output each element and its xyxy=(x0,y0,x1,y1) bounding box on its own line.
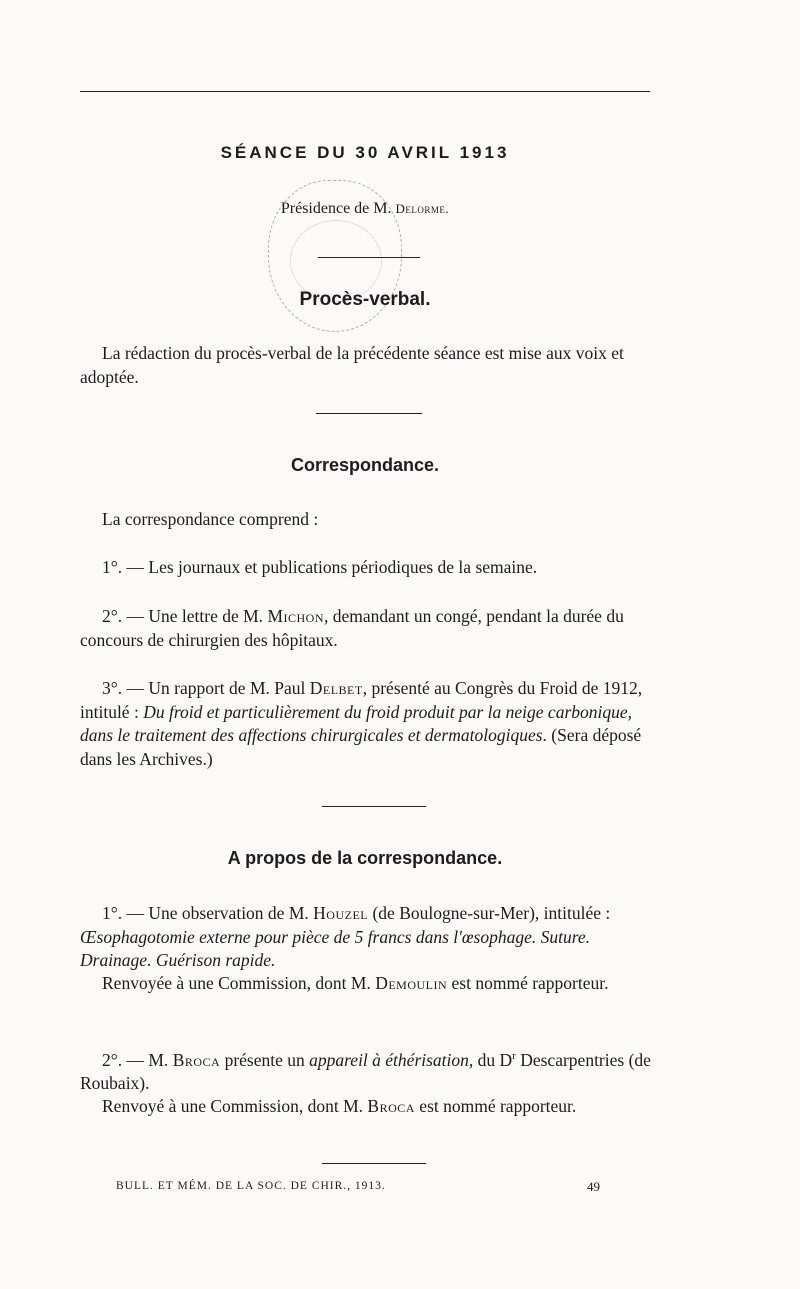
item-2-name: Michon xyxy=(267,606,324,626)
item-2-text-b: , demandant un congé, pendant la durée du concours de chirurgien des hôpitaux. xyxy=(80,606,624,650)
correspondance-heading: Correspondance. xyxy=(290,455,440,475)
session-title: SÉANCE DU 30 AVRIL 1913 xyxy=(220,143,510,162)
apropos-item-2-text-a: 2°. — M. xyxy=(102,1049,173,1070)
apropos-item-2-sup: r xyxy=(512,1050,516,1062)
short-rule-1 xyxy=(318,257,420,258)
short-rule-4 xyxy=(322,1163,426,1164)
apropos-item-1-commission-b: est nommé rapporteur. xyxy=(447,973,609,993)
footer-citation: BULL. ET MÉM. DE LA SOC. DE CHIR., 1913. xyxy=(116,1180,386,1192)
apropos-item-2-name: Broca xyxy=(172,1049,221,1070)
item-3-text-a: 3°. — Un rapport de M. Paul xyxy=(102,678,310,698)
item-3-name: Delbet xyxy=(309,678,363,698)
apropos-item-2-commission-b: est nommé rapporteur. xyxy=(414,1096,577,1116)
item-3 xyxy=(80,677,658,771)
apropos-item-2-text-b: présente un xyxy=(220,1049,310,1070)
apropos-item-1-text-b: (de Boulogne-sur-Mer), intitulée : xyxy=(368,903,611,923)
apropos-item-2-commission-a: Renvoyé à une Commission, dont M. xyxy=(102,1096,368,1116)
apropos-item-1-commission xyxy=(80,972,658,996)
apropos-item-1-text-a: 1°. — Une observation de M. xyxy=(102,903,314,923)
apropos-item-2-text-c: , du D xyxy=(468,1049,513,1070)
top-rule xyxy=(80,91,650,92)
apropos-heading: A propos de la correspondance. xyxy=(227,848,503,868)
apropos-item-1 xyxy=(80,902,658,973)
apropos-item-2 xyxy=(80,1045,658,1096)
item-2 xyxy=(80,605,658,652)
page-number: 49 xyxy=(587,1179,600,1194)
apropos-item-1-name: Houzel xyxy=(313,903,369,923)
apropos-item-2-title: appareil à éthérisation xyxy=(309,1049,469,1070)
item-3-title: Du froid et particulièrement du froid produit par la neige carbonique, dans le traitement des affections chirurgicales et dermatologiques xyxy=(80,701,633,745)
apropos-item-1-commission-a: Renvoyée à une Commission, dont M. xyxy=(102,973,376,993)
short-rule-2 xyxy=(316,413,422,414)
item-1: 1°. — Les journaux et publications périodiques de la semaine. xyxy=(102,557,538,577)
short-rule-3 xyxy=(322,806,426,807)
correspondance-intro: La correspondance comprend : xyxy=(102,509,319,529)
apropos-item-2-text-d: Descarpentries (de Roubaix). xyxy=(80,1049,651,1094)
proces-verbal-text: La rédaction du procès-verbal de la précédente séance est mise aux voix et adoptée. xyxy=(80,343,624,387)
presidency-line xyxy=(80,200,650,218)
apropos-item-1-title: Œsophagotomie externe pour pièce de 5 francs dans l'œsophage. Suture. Drainage. Guérison rapide. xyxy=(80,926,591,970)
apropos-item-2-commission xyxy=(80,1095,658,1119)
proces-verbal-heading: Procès-verbal. xyxy=(299,289,431,310)
apropos-item-2-commission-name: Broca xyxy=(367,1096,415,1116)
apropos-item-1-commission-name: Demoulin xyxy=(375,973,448,993)
presidency-prefix: Présidence de M. xyxy=(280,200,396,217)
item-2-text-a: 2°. — Une lettre de M. xyxy=(102,606,268,626)
item-3-text-b: , présenté au Congrès du Froid de 1912, intitulé : xyxy=(80,678,643,722)
item-3-text-c: . (Sera déposé dans les Archives.) xyxy=(80,725,642,769)
presidency-name: Delorme. xyxy=(395,201,450,216)
